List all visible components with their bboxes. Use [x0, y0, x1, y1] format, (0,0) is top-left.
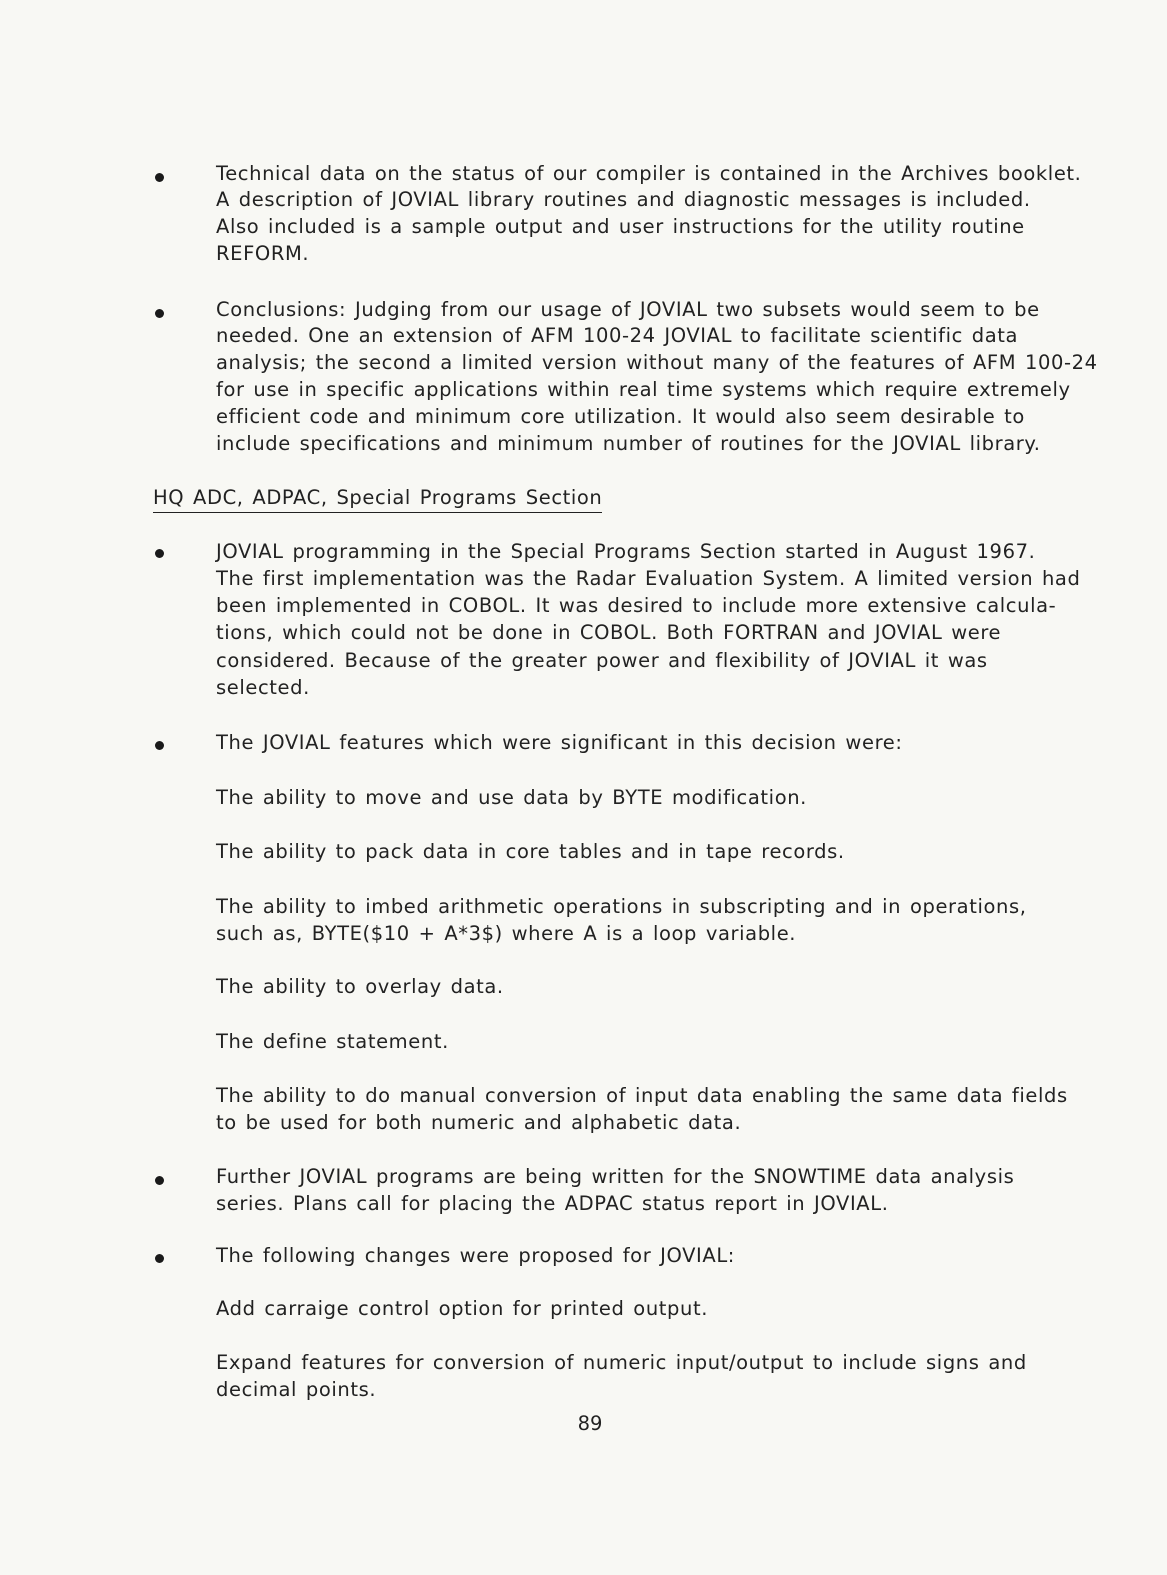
text-line: Expand features for conversion of numeric input/output to include signs and	[216, 1351, 1027, 1374]
text-line: The ability to do manual conversion of input data enabling the same data fields	[216, 1084, 1068, 1107]
text-line: The ability to overlay data.	[216, 975, 504, 998]
text-line: considered. Because of the greater power and flexibility of JOVIAL it was	[216, 649, 988, 672]
text-line: decimal points.	[216, 1378, 377, 1401]
bullet-1	[155, 173, 164, 182]
text-line: been implemented in COBOL. It was desired to include more extensive calcula-	[216, 594, 1057, 617]
text-line: to be used for both numeric and alphabetic data.	[216, 1111, 742, 1134]
text-line: JOVIAL programming in the Special Programs Section started in August 1967.	[216, 540, 1036, 563]
text-line: The ability to pack data in core tables and in tape records.	[216, 840, 845, 863]
page-number: 89	[577, 1412, 603, 1435]
text-line: The first implementation was the Radar Evaluation System. A limited version had	[216, 567, 1081, 590]
text-line: The ability to move and use data by BYTE modification.	[216, 786, 807, 809]
bullet-2	[155, 309, 164, 318]
text-line: The following changes were proposed for JOVIAL:	[216, 1244, 735, 1267]
text-line: Further JOVIAL programs are being written for the SNOWTIME data analysis	[216, 1165, 1015, 1188]
text-line: REFORM.	[216, 242, 310, 265]
text-line: The ability to imbed arithmetic operations in subscripting and in operations,	[216, 895, 1027, 918]
bullet-5	[155, 1176, 164, 1185]
text-line: A description of JOVIAL library routines and diagnostic messages is included.	[216, 188, 1031, 211]
text-line: selected.	[216, 676, 310, 699]
bullet-3	[155, 549, 164, 558]
text-line: tions, which could not be done in COBOL. Both FORTRAN and JOVIAL were	[216, 621, 1002, 644]
section-heading: HQ ADC, ADPAC, Special Programs Section	[153, 484, 602, 513]
bullet-6	[155, 1254, 164, 1263]
text-line: efficient code and minimum core utilization. It would also seem desirable to	[216, 405, 1025, 428]
text-line: The JOVIAL features which were significant in this decision were:	[216, 731, 903, 754]
text-line: Add carraige control option for printed output.	[216, 1297, 709, 1320]
text-line: analysis; the second a limited version without many of the features of AFM 100-24	[216, 351, 1098, 374]
text-line: The define statement.	[216, 1030, 449, 1053]
text-line: needed. One an extension of AFM 100-24 JOVIAL to facilitate scientific data	[216, 324, 1019, 347]
text-line: such as, BYTE($10 + A*3$) where A is a loop variable.	[216, 922, 797, 945]
text-line: Conclusions: Judging from our usage of JOVIAL two subsets would seem to be	[216, 298, 1040, 321]
text-line: Also included is a sample output and user instructions for the utility routine	[216, 215, 1025, 238]
text-line: series. Plans call for placing the ADPAC status report in JOVIAL.	[216, 1192, 889, 1215]
bullet-4	[155, 741, 164, 750]
text-line: for use in specific applications within real time systems which require extremely	[216, 378, 1071, 401]
text-line: Technical data on the status of our compiler is contained in the Archives booklet.	[216, 162, 1082, 185]
text-line: include specifications and minimum number of routines for the JOVIAL library.	[216, 432, 1041, 455]
